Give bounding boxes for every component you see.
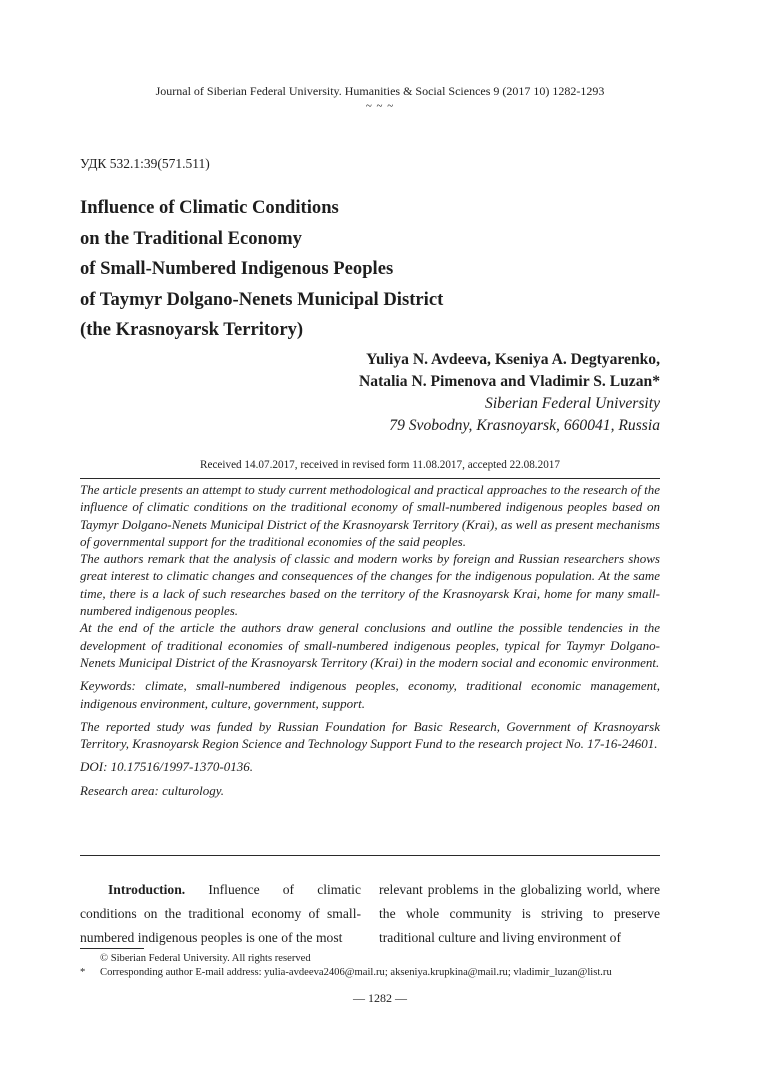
affiliation: Siberian Federal University: [485, 395, 660, 412]
author-names: Yuliya N. Avdeeva, Kseniya A. Degtyarenko,: [366, 351, 660, 368]
corresponding-footnote: [80, 967, 612, 978]
author-block: [359, 349, 660, 437]
doi: DOI: 10.17516/1997-1370-0136.: [80, 759, 253, 775]
funding-note: The reported study was funded by Russian Foundation for Basic Research, Government of Krasnoyarsk Territory, Krasnoyarsk Region Science and Technology Support Fund to the research project No. 17-16-24601.: [80, 718, 660, 752]
author-names: Natalia N. Pimenova and Vladimir S. Luzan*: [359, 373, 660, 390]
footnote-star: *: [80, 967, 86, 978]
body-column-left: [80, 878, 361, 950]
abstract: [80, 481, 660, 799]
intro-heading: Introduction.: [108, 882, 186, 897]
title-line: Influence of Climatic Conditions: [80, 197, 339, 218]
keywords: Keywords: climate, small-numbered indigenous peoples, economy, traditional economic management, indigenous environment, culture, government, support.: [80, 678, 660, 711]
article-title: [80, 193, 443, 346]
address: 79 Svobodny, Krasnoyarsk, 660041, Russia: [389, 417, 660, 434]
body-text: relevant problems in the globalizing world, where the whole community is striving to preserve traditional culture and living environment of: [379, 882, 660, 945]
journal-header: Journal of Siberian Federal University. Humanities & Social Sciences 9 (2017 10) 1282-1293: [155, 84, 605, 98]
page-number: — 1282 —: [353, 991, 407, 1005]
body-column-right: [379, 878, 660, 950]
research-area: Research area: culturology.: [80, 782, 225, 798]
footnote-rule: [80, 948, 144, 949]
copyright-footnote: [80, 953, 311, 964]
title-line: of Taymyr Dolgano-Nenets Municipal District: [80, 288, 444, 310]
corresponding-text: Corresponding author E-mail address: yulia-avdeeva2406@mail.ru; akseniya.krupkina@mail.ru; vladimir_luzan@list.ru: [100, 967, 612, 978]
udc-code: УДК 532.1:39(571.511): [80, 156, 210, 171]
abstract-paragraph: At the end of the article the authors draw general conclusions and outline the possible tendencies in the development of traditional economies of small-numbered indigenous peoples, typical for Taymyr Dolgano-Nenets Municipal District of the Krasnoyarsk Territory (Krai) in the modern social and economic environment.: [80, 620, 660, 670]
abstract-paragraph: The article presents an attempt to study current methodological and practical approaches to the research of the influence of climatic conditions on the traditional economy of small-numbered indigenous peoples based on Taymyr Dolgano-Nenets Municipal District of the Krasnoyarsk Territory (Krai), as well as present mechanisms of governmental support for the traditional economies of the said peoples.: [80, 482, 660, 549]
copyright-text: © Siberian Federal University. All rights reserved: [100, 953, 311, 964]
abstract-paragraph: The authors remark that the analysis of classic and modern works by foreign and Russian researchers shows great interest to climatic changes and consequences of the changes for the indigenous population. At the same time, there is a lack of such researches based on the territory of the Krasnoyarsk Krai, home for many small-numbered indigenous peoples.: [80, 551, 660, 619]
abstract-top-rule: [80, 478, 660, 479]
body-text: Influence of climatic conditions on the traditional economy of small-numbered indigenous peoples is one of the most: [80, 882, 361, 945]
received-dates: Received 14.07.2017, received in revised form 11.08.2017, accepted 22.08.2017: [200, 459, 560, 471]
header-separator: ~ ~ ~: [365, 100, 395, 112]
title-line: (the Krasnoyarsk Territory): [80, 319, 304, 340]
title-line: on the Traditional Economy: [80, 227, 302, 249]
title-line: of Small-Numbered Indigenous Peoples: [80, 258, 394, 279]
abstract-bottom-rule: [80, 855, 660, 856]
